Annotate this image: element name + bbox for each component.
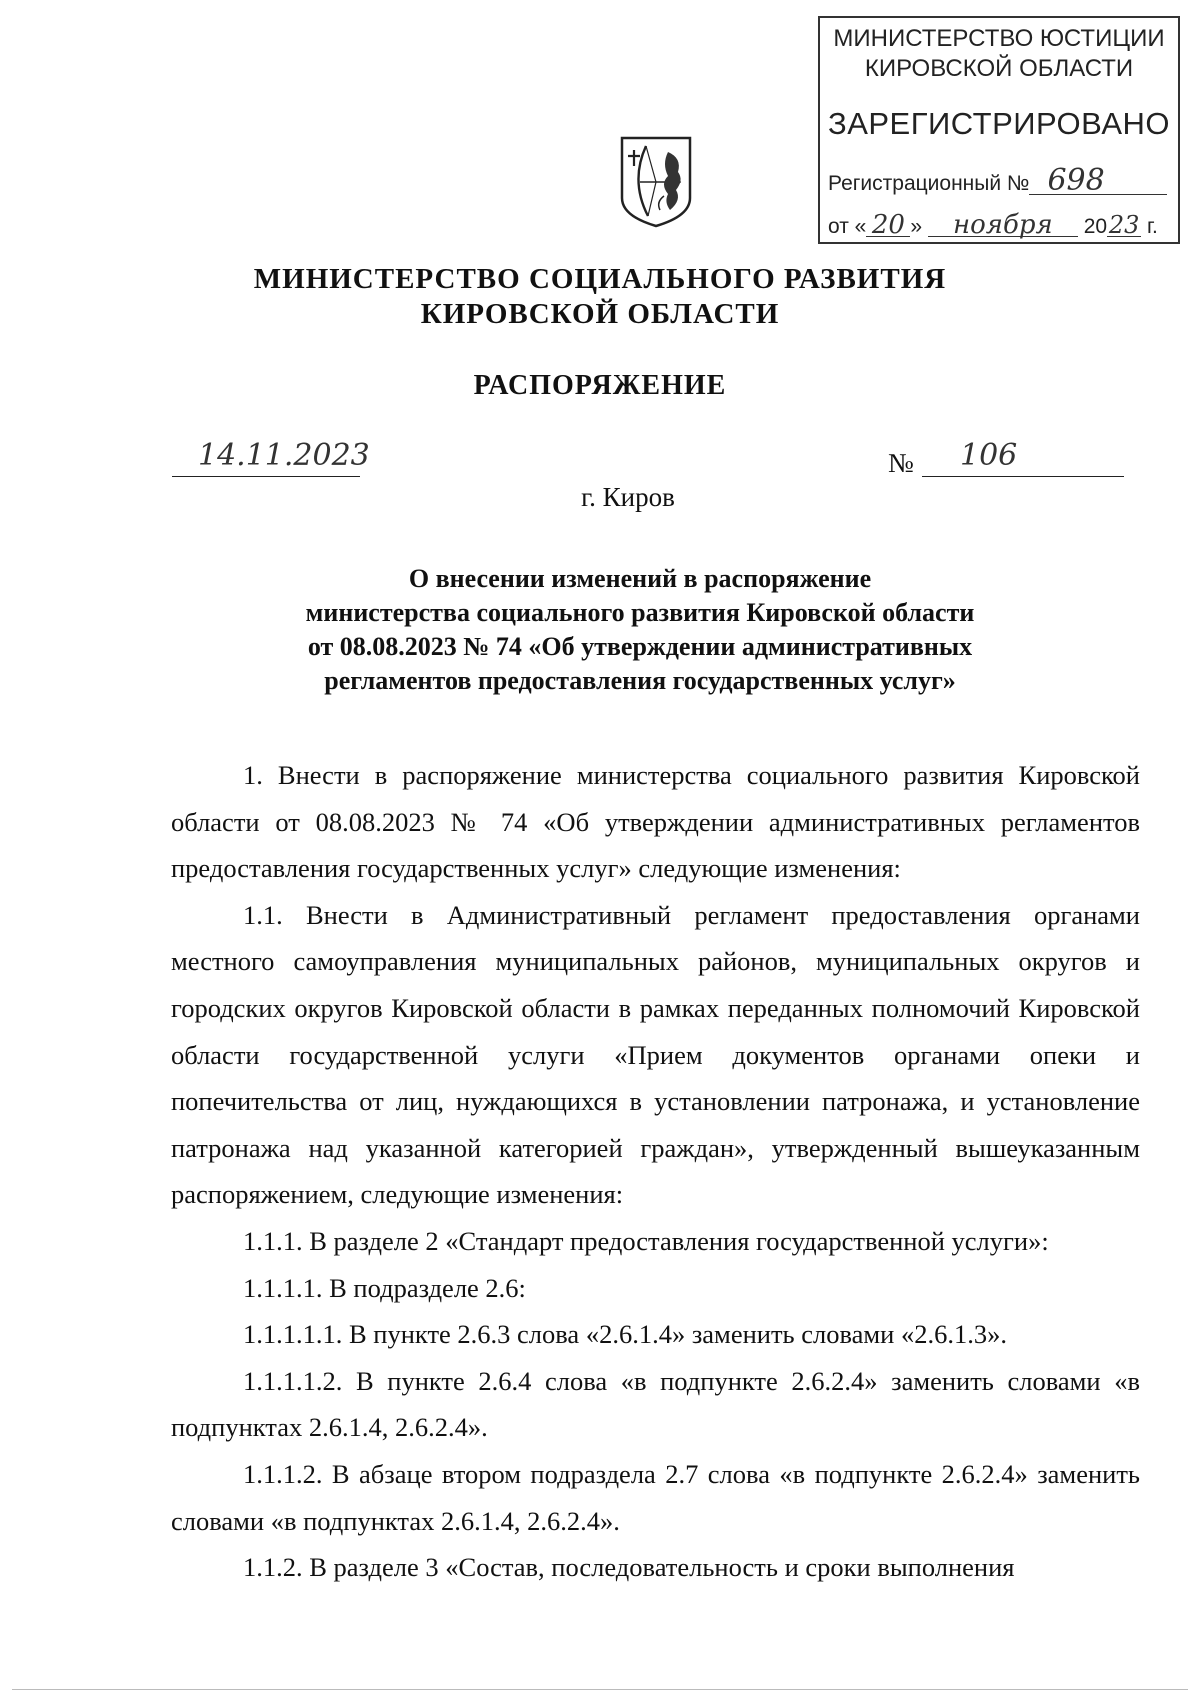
stamp-date-month: ноября [928,214,1078,237]
paragraph-1: 1. Внести в распоряжение министерства социального развития Кировской области от 08.08.2023 № 74 «Об утверждении административных регламентов предоставления государственных услуг» следующие изменения: [171,760,1140,884]
stamp-reg-label: Регистрационный № [828,172,1030,195]
registration-stamp [818,16,1180,244]
document-number: 106 [960,438,1018,473]
document-date-field [172,438,370,477]
stamp-ministry-line2: КИРОВСКОЙ ОБЛАСТИ [864,55,1134,82]
stamp-date-year-prefix: 20 [1083,215,1108,238]
stamp-date-prefix: от « [828,215,867,238]
subject-line3: от 08.08.2023 № 74 «Об утверждении административных [307,632,973,661]
document-type: РАСПОРЯЖЕНИЕ [473,370,727,401]
number-sign: № [888,448,914,478]
paragraph-1-1-1: 1.1.1. В разделе 2 «Стандарт предоставления государственной услуги»: [243,1225,1049,1256]
stamp-date-row [828,210,1158,240]
subject-line2: министерства социального развития Кировской области [305,598,975,627]
paragraph-1-1-1-1-2: 1.1.1.1.2. В пункте 2.6.4 слова «в подпункте 2.6.2.4» заменить словами «в подпунктах 2.6.1.4, 2.6.2.4». [171,1365,1140,1443]
stamp-date-day: 20 [866,214,910,237]
paragraph-1-1: 1.1. Внести в Административный регламент предоставления органами местного самоуправления муниципальных районов, муниципальных округов и городских округов Кировской области в рамках переданных полномочий Кировской области государственной услуги «Прием документов органами опеки и попечительства от лиц, нуждающихся в установлении патронажа, и установление патронажа над указанной категорией граждан», утвержденный вышеуказанным распоряжением, следующие изменения: [171,899,1140,1210]
document-subject [180,562,1100,698]
document-number-field [922,438,1124,477]
stamp-ministry [820,24,1178,84]
paragraph-1-1-1-2: 1.1.1.2. В абзаце втором подраздела 2.7 слова «в подпункте 2.6.2.4» заменить словами «в подпунктах 2.6.1.4, 2.6.2.4». [171,1458,1140,1536]
document-body [171,752,1140,1591]
page-bottom-edge [12,1689,1188,1690]
subject-line1: О внесении изменений в распоряжение [408,564,872,593]
subject-line4: регламентов предоставления государственных услуг» [324,666,956,695]
stamp-reg-row [828,163,1167,198]
city: г. Киров [581,482,675,512]
stamp-ministry-line1: МИНИСТЕРСТВО ЮСТИЦИИ [833,25,1165,52]
stamp-reg-number: 698 [1029,168,1167,195]
document-date: 14.11.2023 [198,438,370,473]
coat-of-arms-icon [620,136,692,228]
stamp-date-suffix: г. [1146,215,1158,238]
stamp-status: ЗАРЕГИСТРИРОВАНО [827,106,1170,141]
paragraph-1-1-1-1: 1.1.1.1. В подразделе 2.6: [243,1272,526,1303]
ministry-title-line1: МИНИСТЕРСТВО СОЦИАЛЬНОГО РАЗВИТИЯ [253,263,947,295]
ministry-title-line2: КИРОВСКОЙ ОБЛАСТИ [420,298,780,330]
paragraph-1-1-2: 1.1.2. В разделе 3 «Состав, последовательность и сроки выполнения [243,1552,1015,1583]
stamp-date-year-suffix: 23 [1108,211,1140,239]
paragraph-1-1-1-1-1: 1.1.1.1.1. В пункте 2.6.3 слова «2.6.1.4» заменить словами «2.6.1.3». [243,1319,1007,1350]
stamp-date-mid: » [910,215,923,238]
ministry-title [0,262,1200,332]
